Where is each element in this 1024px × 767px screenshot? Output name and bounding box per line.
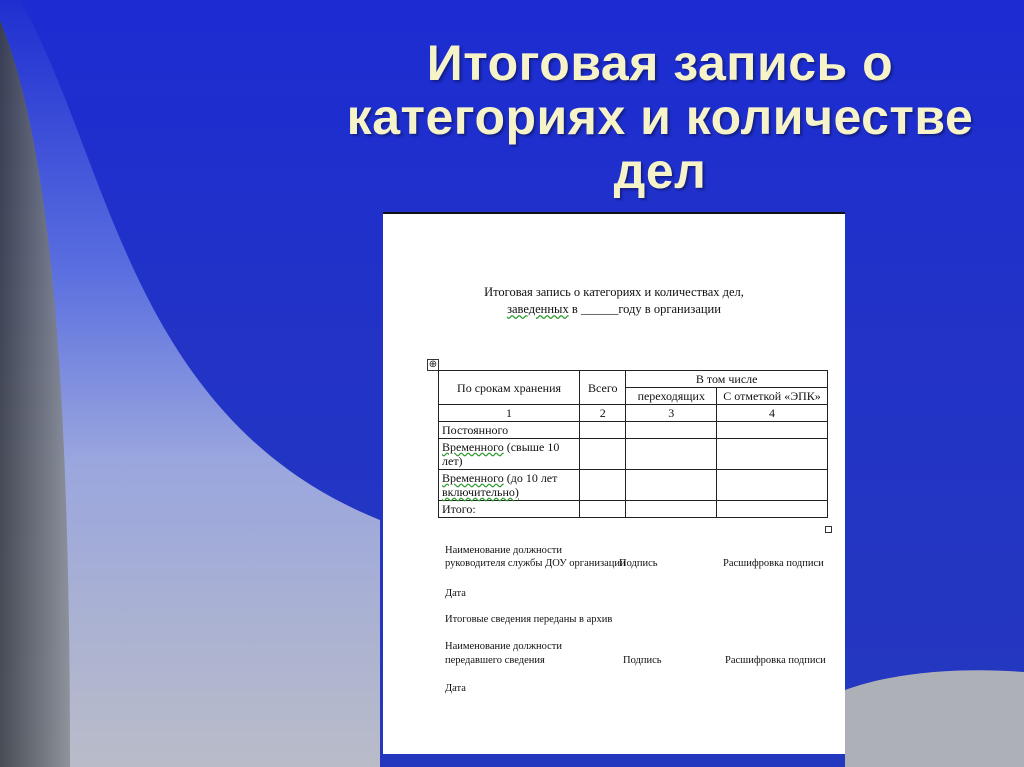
row-label [439,470,580,501]
table-cell[interactable] [717,501,828,518]
table-resize-handle[interactable] [825,526,832,533]
date-label: Дата [445,683,466,694]
title-line: Итоговая запись о [426,35,894,91]
table-cell[interactable] [580,422,626,439]
position-label: Наименование должности [445,545,562,556]
row-label-word: Временного [442,471,504,485]
heading-rest: в ______году в организации [568,302,721,316]
heading-word: заведенных [507,302,569,316]
table-row [439,470,828,501]
table-cell[interactable] [580,501,626,518]
header-transitional: переходящих [626,388,717,405]
table-cell[interactable] [626,501,717,518]
summary-table [438,370,828,518]
row-label: Постоянного [439,422,580,439]
signature-decode-label: Расшифровка подписи [723,558,824,569]
row-label: Итого: [439,501,580,518]
signature-label: Подпись [623,655,662,666]
table-cell[interactable] [717,422,828,439]
table-cell[interactable] [717,470,828,501]
table-cell[interactable] [626,439,717,470]
table-cell[interactable] [580,439,626,470]
table-header-row [439,371,828,388]
column-number: 2 [580,405,626,422]
column-number: 4 [717,405,828,422]
row-label-rest: (свыше 10 лет) [442,440,560,468]
position-label: передавшего сведения [445,655,545,666]
table-number-row [439,405,828,422]
heading-line: Итоговая запись о категориях и количествах дел, [484,285,744,299]
table-row [439,501,828,518]
table-cell[interactable] [580,470,626,501]
header-period: По срокам хранения [439,371,580,405]
document-heading [383,284,845,318]
document-page [383,212,845,754]
row-label-rest: (до 10 лет [503,471,558,485]
header-epk: С отметкой «ЭПК» [717,388,828,405]
table-cell[interactable] [626,422,717,439]
title-line: дел [613,143,707,199]
row-label-line2: включительно) [442,485,519,499]
table-cell[interactable] [717,439,828,470]
signature-decode-label: Расшифровка подписи [725,655,826,666]
position-label: руководителя службы ДОУ организации [445,558,626,569]
transferred-label: Итоговые сведения переданы в архив [445,614,613,625]
date-label: Дата [445,588,466,599]
table-row [439,439,828,470]
heading-line [383,301,845,318]
title-line: категориях и количестве [346,89,974,145]
table-move-handle-icon[interactable]: ⊕ [428,359,438,370]
signature-label: Подпись [619,558,658,569]
header-including: В том числе [626,371,828,388]
slide-title [300,36,1020,198]
header-total: Всего [580,371,626,405]
table-cell[interactable] [626,470,717,501]
column-number: 3 [626,405,717,422]
position-label: Наименование должности [445,641,562,652]
column-number: 1 [439,405,580,422]
row-label [439,439,580,470]
row-label-word: Временного [442,440,504,454]
table-row [439,422,828,439]
